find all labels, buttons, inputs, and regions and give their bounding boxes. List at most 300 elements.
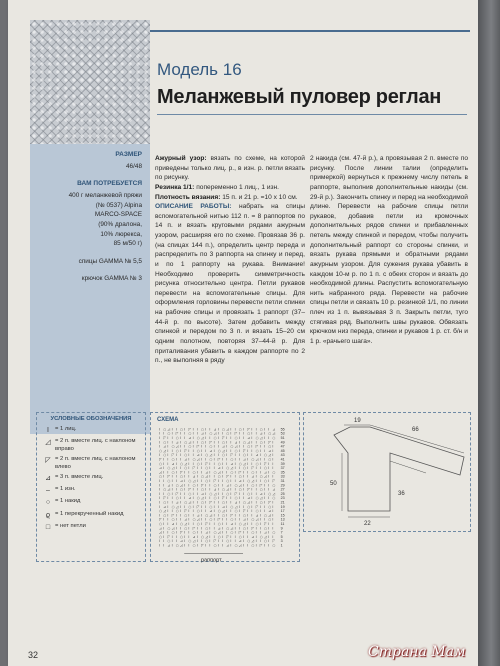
- chart-cell: ○: [201, 427, 204, 432]
- chart-cell: ◸: [255, 504, 259, 509]
- chart-row-number: 55: [280, 427, 285, 432]
- chart-cell: ◸: [205, 522, 208, 526]
- chart-cell: ○: [230, 530, 234, 535]
- chart-cell: I: [196, 487, 198, 492]
- chart-cell: ○: [167, 479, 171, 483]
- chart-cell: I: [238, 509, 240, 514]
- chart-cell: ⊿: [167, 483, 171, 488]
- chart-cell: I: [217, 479, 219, 483]
- chart-cell: I: [234, 526, 236, 531]
- chart-cell: ◿: [217, 530, 221, 535]
- chart-row-number: 49: [280, 440, 285, 445]
- chart-cell: ◿: [175, 504, 179, 509]
- chart-cell: ◿: [205, 474, 208, 479]
- chart-cell: ◿: [247, 440, 250, 445]
- chart-cell: ⊿: [205, 470, 209, 475]
- chart-row-number: 41: [280, 457, 285, 462]
- chart-cell: ○: [213, 530, 217, 535]
- chart-cell: I: [213, 440, 215, 445]
- chart-cell: ○: [196, 522, 200, 526]
- chart-row-number: 9: [280, 526, 283, 531]
- chart-cell: I: [251, 440, 253, 445]
- chart-cell: ○: [222, 500, 225, 505]
- chart-cell: I: [272, 500, 274, 505]
- chart-cell: ⊿: [213, 487, 217, 492]
- chart-cell: I: [201, 539, 202, 544]
- chart-cell: ○: [243, 500, 246, 505]
- chart-cell: ◿: [159, 470, 162, 475]
- chart-cell: ◿: [255, 517, 259, 522]
- chart-cell: I: [192, 436, 194, 440]
- chart-cell: I: [243, 487, 244, 492]
- chart-cell: I: [175, 526, 177, 531]
- chart-cell: ○: [209, 444, 213, 449]
- chart-cell: ○: [163, 500, 167, 505]
- chart-cell: ○: [268, 504, 272, 509]
- chart-row-number: 19: [280, 504, 285, 509]
- chart-cell: ⊿: [175, 500, 179, 505]
- chart-cell: I: [213, 444, 215, 449]
- chart-cell: I: [230, 509, 232, 514]
- dim-label: 50: [330, 481, 337, 487]
- chart-cell: ⊿: [226, 543, 230, 548]
- chart-cell: I: [247, 461, 249, 466]
- chart-row-number: 31: [280, 479, 285, 483]
- chart-cell: ○: [217, 509, 221, 514]
- chart-cell: I: [180, 509, 181, 514]
- chart-cell: I: [196, 479, 198, 483]
- chart-cell: I: [255, 470, 257, 475]
- chart-cell: ◿: [184, 461, 187, 466]
- chart-cell: I: [255, 530, 257, 535]
- chart-cell: ○: [226, 526, 230, 531]
- chart-cell: ◿: [205, 534, 208, 539]
- chart-cell: ○: [213, 496, 217, 501]
- chart-cell: I: [188, 517, 190, 522]
- chart-cell: ◸: [159, 457, 162, 462]
- chart-cell: ○: [222, 427, 225, 432]
- material-line: (90% дралона,: [98, 220, 142, 228]
- chart-cell: I: [268, 487, 270, 492]
- chart-cell: I: [201, 444, 202, 449]
- chart-cell: ○: [238, 474, 242, 479]
- chart-cell: ◸: [167, 534, 171, 539]
- chart-cell: ◿: [175, 444, 179, 449]
- chart-cell: ○: [196, 436, 200, 440]
- chart-cell: ⊿: [180, 479, 183, 483]
- chart-cell: ◿: [259, 496, 263, 501]
- chart-cell: I: [259, 457, 261, 462]
- chart-cell: I: [243, 483, 244, 488]
- chart-cell: I: [159, 500, 160, 505]
- chart-cell: I: [234, 539, 236, 544]
- chart-cell: I: [159, 504, 160, 509]
- chart-cell: I: [268, 496, 270, 501]
- chart-cell: I: [167, 504, 169, 509]
- legend-item: ϱ = 1 перекрученный накид: [45, 510, 124, 519]
- chart-cell: I: [272, 461, 274, 466]
- chart-cell: I: [226, 517, 228, 522]
- hook-spec: крючок GAMMA № 3: [81, 275, 142, 283]
- chart-cell: I: [243, 539, 244, 544]
- chart-cell: ○: [175, 509, 179, 514]
- chart-cell: ○: [255, 509, 259, 514]
- chart-cell: ○: [259, 440, 263, 445]
- dim-label: 22: [364, 521, 371, 527]
- chart-cell: I: [259, 517, 261, 522]
- chart-cell: I: [272, 517, 274, 522]
- chart-cell: ○: [213, 543, 217, 548]
- chart-cell: I: [226, 436, 228, 440]
- chart-cell: I: [259, 461, 261, 466]
- chart-cell: ○: [230, 457, 234, 462]
- chart-cell: I: [268, 526, 270, 531]
- chart-cell: ⊿: [255, 453, 259, 458]
- chart-cell: I: [238, 457, 240, 462]
- chart-cell: ○: [238, 522, 242, 526]
- sweater-schematic: [304, 413, 472, 533]
- chart-cell: I: [171, 483, 173, 488]
- chart-cell: I: [192, 444, 194, 449]
- chart-cell: I: [264, 440, 265, 445]
- chart-cell: ◸: [234, 431, 238, 436]
- chart-cell: ◿: [259, 436, 263, 440]
- chart-cell: ○: [243, 526, 246, 531]
- chart-cell: I: [159, 543, 160, 548]
- chart-cell: ○: [255, 522, 259, 526]
- chart-cell: I: [167, 461, 169, 466]
- chart-cell: ○: [268, 491, 272, 496]
- chart-row-number: 39: [280, 461, 285, 466]
- chart-cell: I: [159, 479, 160, 483]
- chart-cell: I: [247, 526, 249, 531]
- chart-cell: ○: [201, 534, 204, 539]
- chart-cell: ○: [209, 431, 213, 436]
- chart-cell: I: [167, 444, 169, 449]
- chart-cell: ○: [209, 457, 213, 462]
- chart-cell: I: [175, 474, 177, 479]
- chart-cell: ○: [167, 539, 171, 544]
- chart-cell: ◸: [171, 513, 175, 518]
- chart-cell: ◿: [217, 470, 221, 475]
- chart-cell: I: [201, 461, 202, 466]
- chart-cell: I: [234, 517, 236, 522]
- chart-cell: I: [251, 448, 253, 453]
- chart-cell: I: [188, 470, 190, 475]
- chart-cell: ◸: [238, 530, 242, 535]
- title-divider: [157, 114, 467, 115]
- chart-cell: I: [167, 517, 169, 522]
- chart-cell: I: [167, 509, 169, 514]
- chart-cell: ⊿: [268, 448, 272, 453]
- chart-cell: ○: [251, 530, 255, 535]
- chart-cell: I: [180, 431, 181, 436]
- chart-cell: ○: [251, 517, 255, 522]
- chart-cell: I: [175, 427, 177, 432]
- chart-cell: I: [226, 504, 228, 509]
- dim-label: 36: [398, 491, 405, 497]
- chart-cell: I: [247, 534, 249, 539]
- chart-cell: ⊿: [222, 444, 225, 449]
- chart-cell: I: [213, 474, 215, 479]
- chart-cell: ○: [171, 504, 175, 509]
- chart-cell: ○: [163, 513, 167, 518]
- chart-cell: ◿: [192, 539, 196, 544]
- chart-cell: I: [209, 427, 211, 432]
- chart-cell: I: [222, 461, 223, 466]
- chart-cell: ○: [230, 517, 234, 522]
- chart-cell: I: [175, 457, 177, 462]
- chart-row-number: 1: [280, 543, 283, 548]
- chart-cell: ⊿: [213, 427, 217, 432]
- chart-cell: ◸: [171, 453, 175, 458]
- chart-cell: ◿: [238, 483, 242, 488]
- chart-cell: ◿: [243, 461, 246, 466]
- chart-cell: ○: [184, 526, 188, 531]
- chart-cell: I: [163, 461, 165, 466]
- chart-cell: ◿: [247, 500, 250, 505]
- chart-cell: ○: [234, 483, 238, 488]
- chart-cell: I: [264, 431, 265, 436]
- chart-cell: I: [167, 448, 169, 453]
- chart-cell: I: [180, 440, 181, 445]
- chart-cell: I: [171, 431, 173, 436]
- chart-cell: I: [243, 504, 244, 509]
- chart-cell: I: [217, 491, 219, 496]
- chart-cell: ○: [234, 448, 238, 453]
- chart-cell: I: [205, 457, 207, 462]
- chart-cell: I: [272, 448, 274, 453]
- chart-cell: ◸: [163, 496, 166, 501]
- chart-cell: ⊿: [167, 543, 171, 548]
- knitting-chart: [151, 413, 301, 563]
- chart-cell: I: [163, 543, 165, 548]
- paragraph: 2 накида (см. 47-й р.), а провязывая 2 п. вместе по рисунку. После линии талии (определить примеркой) вернуться к прежнему числу петель в раппорте, выполнив дополнительные накиды (см. 29-й р.). Закончить спинку и перед на необходимой длине. Перевести на рабочие спицы петли рукавов, добавив петли из кромочных дополнительных рядов спинки и прибавленных петель между спинкой и передом, чтобы получить дополнительный раппорт со стороны спинки, и вязать рукава прямыми и обратными рядами ажурным узором. Для сужения рукава убавить в каждом 10-м р. по 1 п. с обеих сторон и вязать до необходимой длины. Распустить вспомогательную нить набранного ряда. Перевести на рабочие спицы петли и связать 10 р. резинкой 1/1, по линии плеч из 1 п. вывязывая 3 п. Закрыть петли, туго стягивая ряд. Выполнить швы рукавов. Обвязать крючком низ переда, спинки и рукавов 1 р. ст. б/н и 1 р. «рачьего шага».: [310, 155, 468, 345]
- chart-cell: ⊿: [159, 526, 162, 531]
- chart-cell: I: [234, 457, 236, 462]
- chart-cell: I: [259, 504, 261, 509]
- chart-cell: I: [264, 448, 265, 453]
- chart-cell: ◿: [184, 522, 187, 526]
- chart-cell: I: [201, 526, 202, 531]
- chart-cell: I: [213, 534, 215, 539]
- chart-cell: I: [196, 466, 198, 471]
- chart-cell: I: [188, 474, 190, 479]
- chart-cell: I: [159, 427, 160, 432]
- chart-cell: I: [159, 496, 160, 501]
- chart-cell: I: [196, 474, 198, 479]
- chart-cell: ○: [272, 436, 276, 440]
- chart-row-number: 25: [280, 491, 285, 496]
- chart-cell: I: [163, 457, 165, 462]
- chart-cell: ◸: [184, 509, 187, 514]
- chart-cell: ⊿: [238, 539, 242, 544]
- chart-cell: ○: [184, 453, 188, 458]
- chart-cell: I: [171, 427, 173, 432]
- chart-cell: I: [159, 444, 160, 449]
- chart-cell: I: [209, 530, 211, 535]
- chart-cell: I: [184, 436, 186, 440]
- chart-cell: ◸: [268, 440, 271, 445]
- chart-cell: ○: [159, 522, 162, 526]
- chart-cell: I: [259, 539, 261, 544]
- chart-cell: ○: [175, 543, 179, 548]
- chart-cell: I: [175, 461, 177, 466]
- chart-cell: ○: [217, 534, 221, 539]
- chart-cell: ⊿: [243, 457, 246, 462]
- chart-cell: ◿: [180, 543, 183, 548]
- chart-cell: I: [192, 487, 194, 492]
- chart-cell: ◸: [272, 539, 276, 544]
- chart-cell: ◸: [264, 522, 267, 526]
- chart-cell: ○: [272, 496, 276, 501]
- chart-cell: I: [175, 530, 177, 535]
- chart-cell: ○: [159, 448, 162, 453]
- chart-cell: ○: [184, 466, 188, 471]
- materials-sidebar: [38, 150, 142, 284]
- chart-cell: I: [238, 526, 240, 531]
- chart-cell: I: [217, 444, 219, 449]
- chart-cell: I: [255, 431, 257, 436]
- chart-cell: ○: [255, 461, 259, 466]
- chart-cell: ○: [192, 483, 196, 488]
- chart-cell: ◿: [167, 487, 171, 492]
- chart-cell: I: [226, 444, 228, 449]
- chart-cell: ○: [209, 504, 213, 509]
- chart-cell: I: [217, 504, 219, 509]
- legend-title: УСЛОВНЫЕ ОБОЗНАЧЕНИЯ: [50, 416, 132, 422]
- chart-cell: I: [171, 496, 173, 501]
- chart-cell: I: [184, 539, 186, 544]
- site-watermark: Страна Мам: [368, 644, 466, 660]
- chart-cell: ○: [247, 539, 251, 544]
- chart-cell: I: [163, 534, 165, 539]
- chart-cell: I: [171, 440, 173, 445]
- chart-cell: I: [205, 440, 207, 445]
- chart-cell: I: [188, 543, 190, 548]
- chart-cell: ◿: [192, 479, 196, 483]
- chart-cell: ⊿: [192, 534, 196, 539]
- chart-cell: I: [205, 500, 207, 505]
- chart-cell: I: [247, 517, 249, 522]
- chart-cell: ◿: [188, 440, 192, 445]
- chart-cell: I: [226, 500, 228, 505]
- chart-cell: I: [259, 479, 261, 483]
- chart-cell: I: [209, 479, 211, 483]
- chart-cell: I: [264, 487, 265, 492]
- chart-cell: I: [230, 427, 232, 432]
- chart-cell: ⊿: [226, 483, 230, 488]
- chart-cell: ◿: [268, 513, 271, 518]
- chart-cell: I: [192, 440, 194, 445]
- legend-item: ○ = 1 накид: [45, 498, 81, 507]
- chart-cell: I: [259, 453, 261, 458]
- chart-cell: I: [201, 479, 202, 483]
- chart-cell: ⊿: [184, 517, 188, 522]
- chart-cell: I: [171, 491, 173, 496]
- chart-cell: I: [159, 431, 160, 436]
- chart-cell: I: [163, 526, 165, 531]
- chart-cell: I: [167, 457, 169, 462]
- chart-cell: ○: [167, 491, 171, 496]
- chart-cell: I: [213, 466, 215, 471]
- chart-cell: I: [167, 513, 169, 518]
- chart-cell: ◿: [201, 436, 204, 440]
- chart-row-number: 53: [280, 431, 285, 436]
- chart-cell: ◿: [188, 500, 192, 505]
- chart-cell: I: [184, 444, 186, 449]
- chart-cell: I: [180, 513, 181, 518]
- chart-cell: ◿: [226, 487, 229, 492]
- chart-cell: ◿: [167, 427, 171, 432]
- chart-cell: I: [192, 496, 194, 501]
- chart-title: СХЕМА: [157, 417, 179, 423]
- chart-cell: I: [264, 491, 265, 496]
- chart-cell: I: [255, 487, 257, 492]
- chart-cell: I: [196, 526, 198, 531]
- chart-cell: I: [192, 431, 194, 436]
- chart-cell: I: [217, 513, 219, 518]
- chart-cell: I: [251, 522, 253, 526]
- chart-cell: I: [230, 431, 232, 436]
- chart-cell: ○: [226, 431, 230, 436]
- chart-cell: ○: [205, 539, 209, 544]
- chart-cell: ○: [264, 513, 267, 518]
- chart-cell: ◸: [222, 496, 225, 501]
- chart-cell: ◿: [213, 491, 217, 496]
- chart-cell: I: [268, 539, 270, 544]
- chart-cell: I: [196, 440, 198, 445]
- paragraph: Ажурный узор: вязать по схеме, на которой приведены только лиц. р., в изн. р. петли вязать по рисунку.: [155, 155, 305, 182]
- chart-cell: I: [209, 539, 211, 544]
- chart-cell: I: [247, 448, 249, 453]
- chart-cell: ◸: [201, 483, 204, 488]
- chart-cell: I: [238, 436, 240, 440]
- chart-cell: ⊿: [272, 487, 276, 492]
- chart-cell: ○: [264, 466, 267, 471]
- chart-cell: ○: [222, 513, 225, 518]
- chart-cell: I: [255, 427, 257, 432]
- chart-cell: I: [222, 431, 223, 436]
- chart-cell: I: [222, 517, 223, 522]
- chart-cell: I: [251, 487, 253, 492]
- chart-cell: I: [226, 513, 228, 518]
- chart-cell: I: [213, 500, 215, 505]
- chart-cell: I: [243, 479, 244, 483]
- chart-cell: I: [251, 513, 253, 518]
- chart-cell: ○: [238, 461, 242, 466]
- instructions-column-2: [310, 154, 468, 347]
- chart-cell: ⊿: [217, 526, 221, 531]
- chart-cell: ◸: [259, 483, 263, 488]
- chart-cell: I: [217, 496, 219, 501]
- chart-cell: I: [259, 530, 261, 535]
- chart-cell: I: [188, 530, 190, 535]
- chart-row-number: 29: [280, 483, 285, 488]
- chart-cell: I: [196, 470, 198, 475]
- chart-cell: I: [192, 461, 194, 466]
- chart-cell: I: [255, 543, 257, 548]
- chart-cell: I: [234, 427, 236, 432]
- chart-cell: I: [205, 444, 207, 449]
- chart-cell: I: [259, 466, 261, 471]
- chart-cell: I: [205, 517, 207, 522]
- chart-cell: I: [264, 543, 265, 548]
- chart-cell: I: [180, 457, 181, 462]
- material-line: 400 г меланжевой пряжи: [68, 192, 142, 200]
- chart-cell: ◸: [209, 440, 213, 445]
- chart-cell: ◸: [184, 448, 187, 453]
